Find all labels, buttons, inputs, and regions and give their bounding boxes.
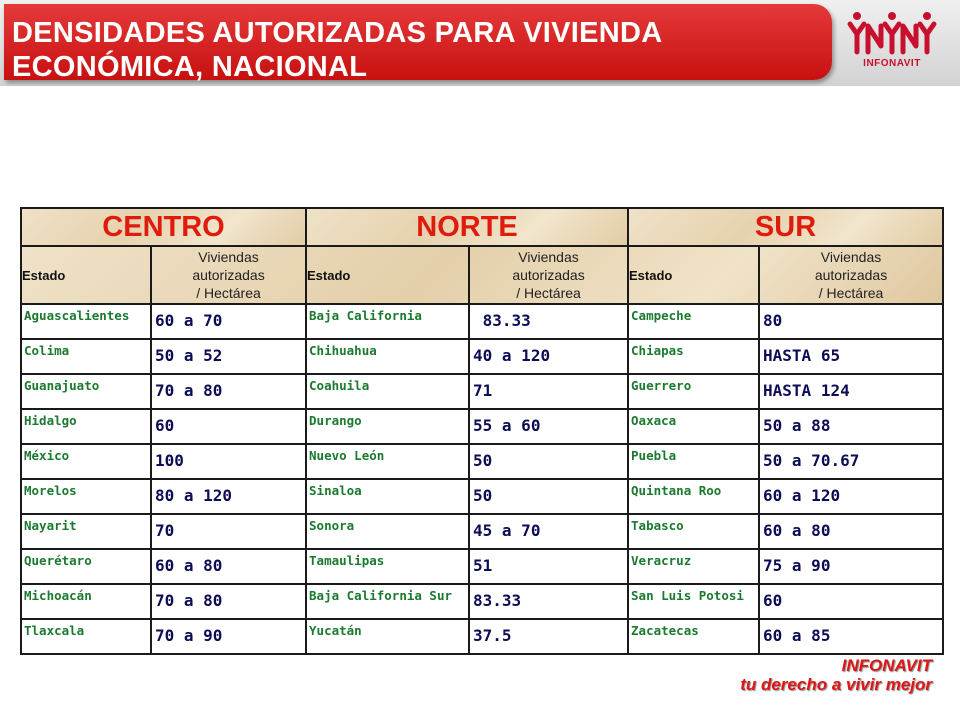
col-estado-norte: Estado [306,246,469,304]
footer-brand [740,656,932,694]
value-norte: 37.5 [469,619,628,654]
value-centro: 70 a 90 [151,619,306,654]
table-row [21,479,943,514]
value-norte: 83.33 [469,584,628,619]
table-row [21,339,943,374]
value-norte: 40 a 120 [469,339,628,374]
value-norte: 50 [469,444,628,479]
state-centro: Tlaxcala [21,619,151,654]
table-row [21,409,943,444]
col-estado-centro: Estado [21,246,151,304]
value-norte: 45 a 70 [469,514,628,549]
table-row [21,514,943,549]
col-viviendas-norte: Viviendas autorizadas / Hectárea [469,246,628,304]
densities-table [20,207,944,655]
value-sur: 60 a 120 [759,479,943,514]
table-row [21,304,943,339]
state-sur: Veracruz [628,549,759,584]
state-sur: Quintana Roo [628,479,759,514]
col-viviendas-centro: Viviendas autorizadas / Hectárea [151,246,306,304]
page-title [12,16,812,84]
col-viviendas-sur: Viviendas autorizadas / Hectárea [759,246,943,304]
state-centro: Hidalgo [21,409,151,444]
value-sur: 50 a 70.67 [759,444,943,479]
state-centro: México [21,444,151,479]
logo-text: INFONAVIT [863,58,921,69]
infonavit-figures-icon [846,8,938,56]
state-sur: Chiapas [628,339,759,374]
value-norte: 83.33 [469,304,628,339]
value-sur: 60 a 85 [759,619,943,654]
state-sur: Tabasco [628,514,759,549]
region-header-row [21,208,943,246]
table-row [21,549,943,584]
state-centro: Colima [21,339,151,374]
state-norte: Baja California [306,304,469,339]
state-norte: Yucatán [306,619,469,654]
value-centro: 60 a 70 [151,304,306,339]
value-centro: 70 a 80 [151,584,306,619]
title-line-2: ECONÓMICA, NACIONAL [12,51,368,83]
infonavit-logo [842,8,942,74]
value-norte: 51 [469,549,628,584]
state-sur: Oaxaca [628,409,759,444]
value-sur: 60 a 80 [759,514,943,549]
title-bar [4,4,832,83]
table-row [21,444,943,479]
state-norte: Chihuahua [306,339,469,374]
value-centro: 70 [151,514,306,549]
state-norte: Coahuila [306,374,469,409]
state-norte: Baja California Sur [306,584,469,619]
value-sur: HASTA 65 [759,339,943,374]
value-centro: 100 [151,444,306,479]
value-centro: 80 a 120 [151,479,306,514]
title-line-1: DENSIDADES AUTORIZADAS PARA VIVIENDA [12,17,663,49]
table-row [21,584,943,619]
table-row [21,374,943,409]
value-norte: 71 [469,374,628,409]
table-row [21,619,943,654]
region-sur: SUR [628,208,943,246]
state-centro: Guanajuato [21,374,151,409]
col-estado-sur: Estado [628,246,759,304]
state-norte: Durango [306,409,469,444]
value-centro: 50 a 52 [151,339,306,374]
value-sur: 75 a 90 [759,549,943,584]
state-sur: San Luis Potosi [628,584,759,619]
value-sur: 80 [759,304,943,339]
state-norte: Tamaulipas [306,549,469,584]
value-sur: 50 a 88 [759,409,943,444]
state-centro: Aguascalientes [21,304,151,339]
value-sur: 60 [759,584,943,619]
value-norte: 55 a 60 [469,409,628,444]
value-centro: 60 a 80 [151,549,306,584]
state-centro: Morelos [21,479,151,514]
footer-line-1: INFONAVIT [841,656,932,675]
state-sur: Guerrero [628,374,759,409]
footer-line-2: tu derecho a vivir mejor [740,675,932,694]
value-centro: 60 [151,409,306,444]
table-body [21,304,943,654]
title-banner [0,0,960,86]
state-centro: Nayarit [21,514,151,549]
value-norte: 50 [469,479,628,514]
state-sur: Puebla [628,444,759,479]
state-sur: Campeche [628,304,759,339]
state-centro: Querétaro [21,549,151,584]
state-sur: Zacatecas [628,619,759,654]
region-norte: NORTE [306,208,628,246]
state-norte: Sonora [306,514,469,549]
value-sur: HASTA 124 [759,374,943,409]
value-centro: 70 a 80 [151,374,306,409]
state-centro: Michoacán [21,584,151,619]
region-centro: CENTRO [21,208,306,246]
column-header-row [21,246,943,304]
state-norte: Sinaloa [306,479,469,514]
state-norte: Nuevo León [306,444,469,479]
